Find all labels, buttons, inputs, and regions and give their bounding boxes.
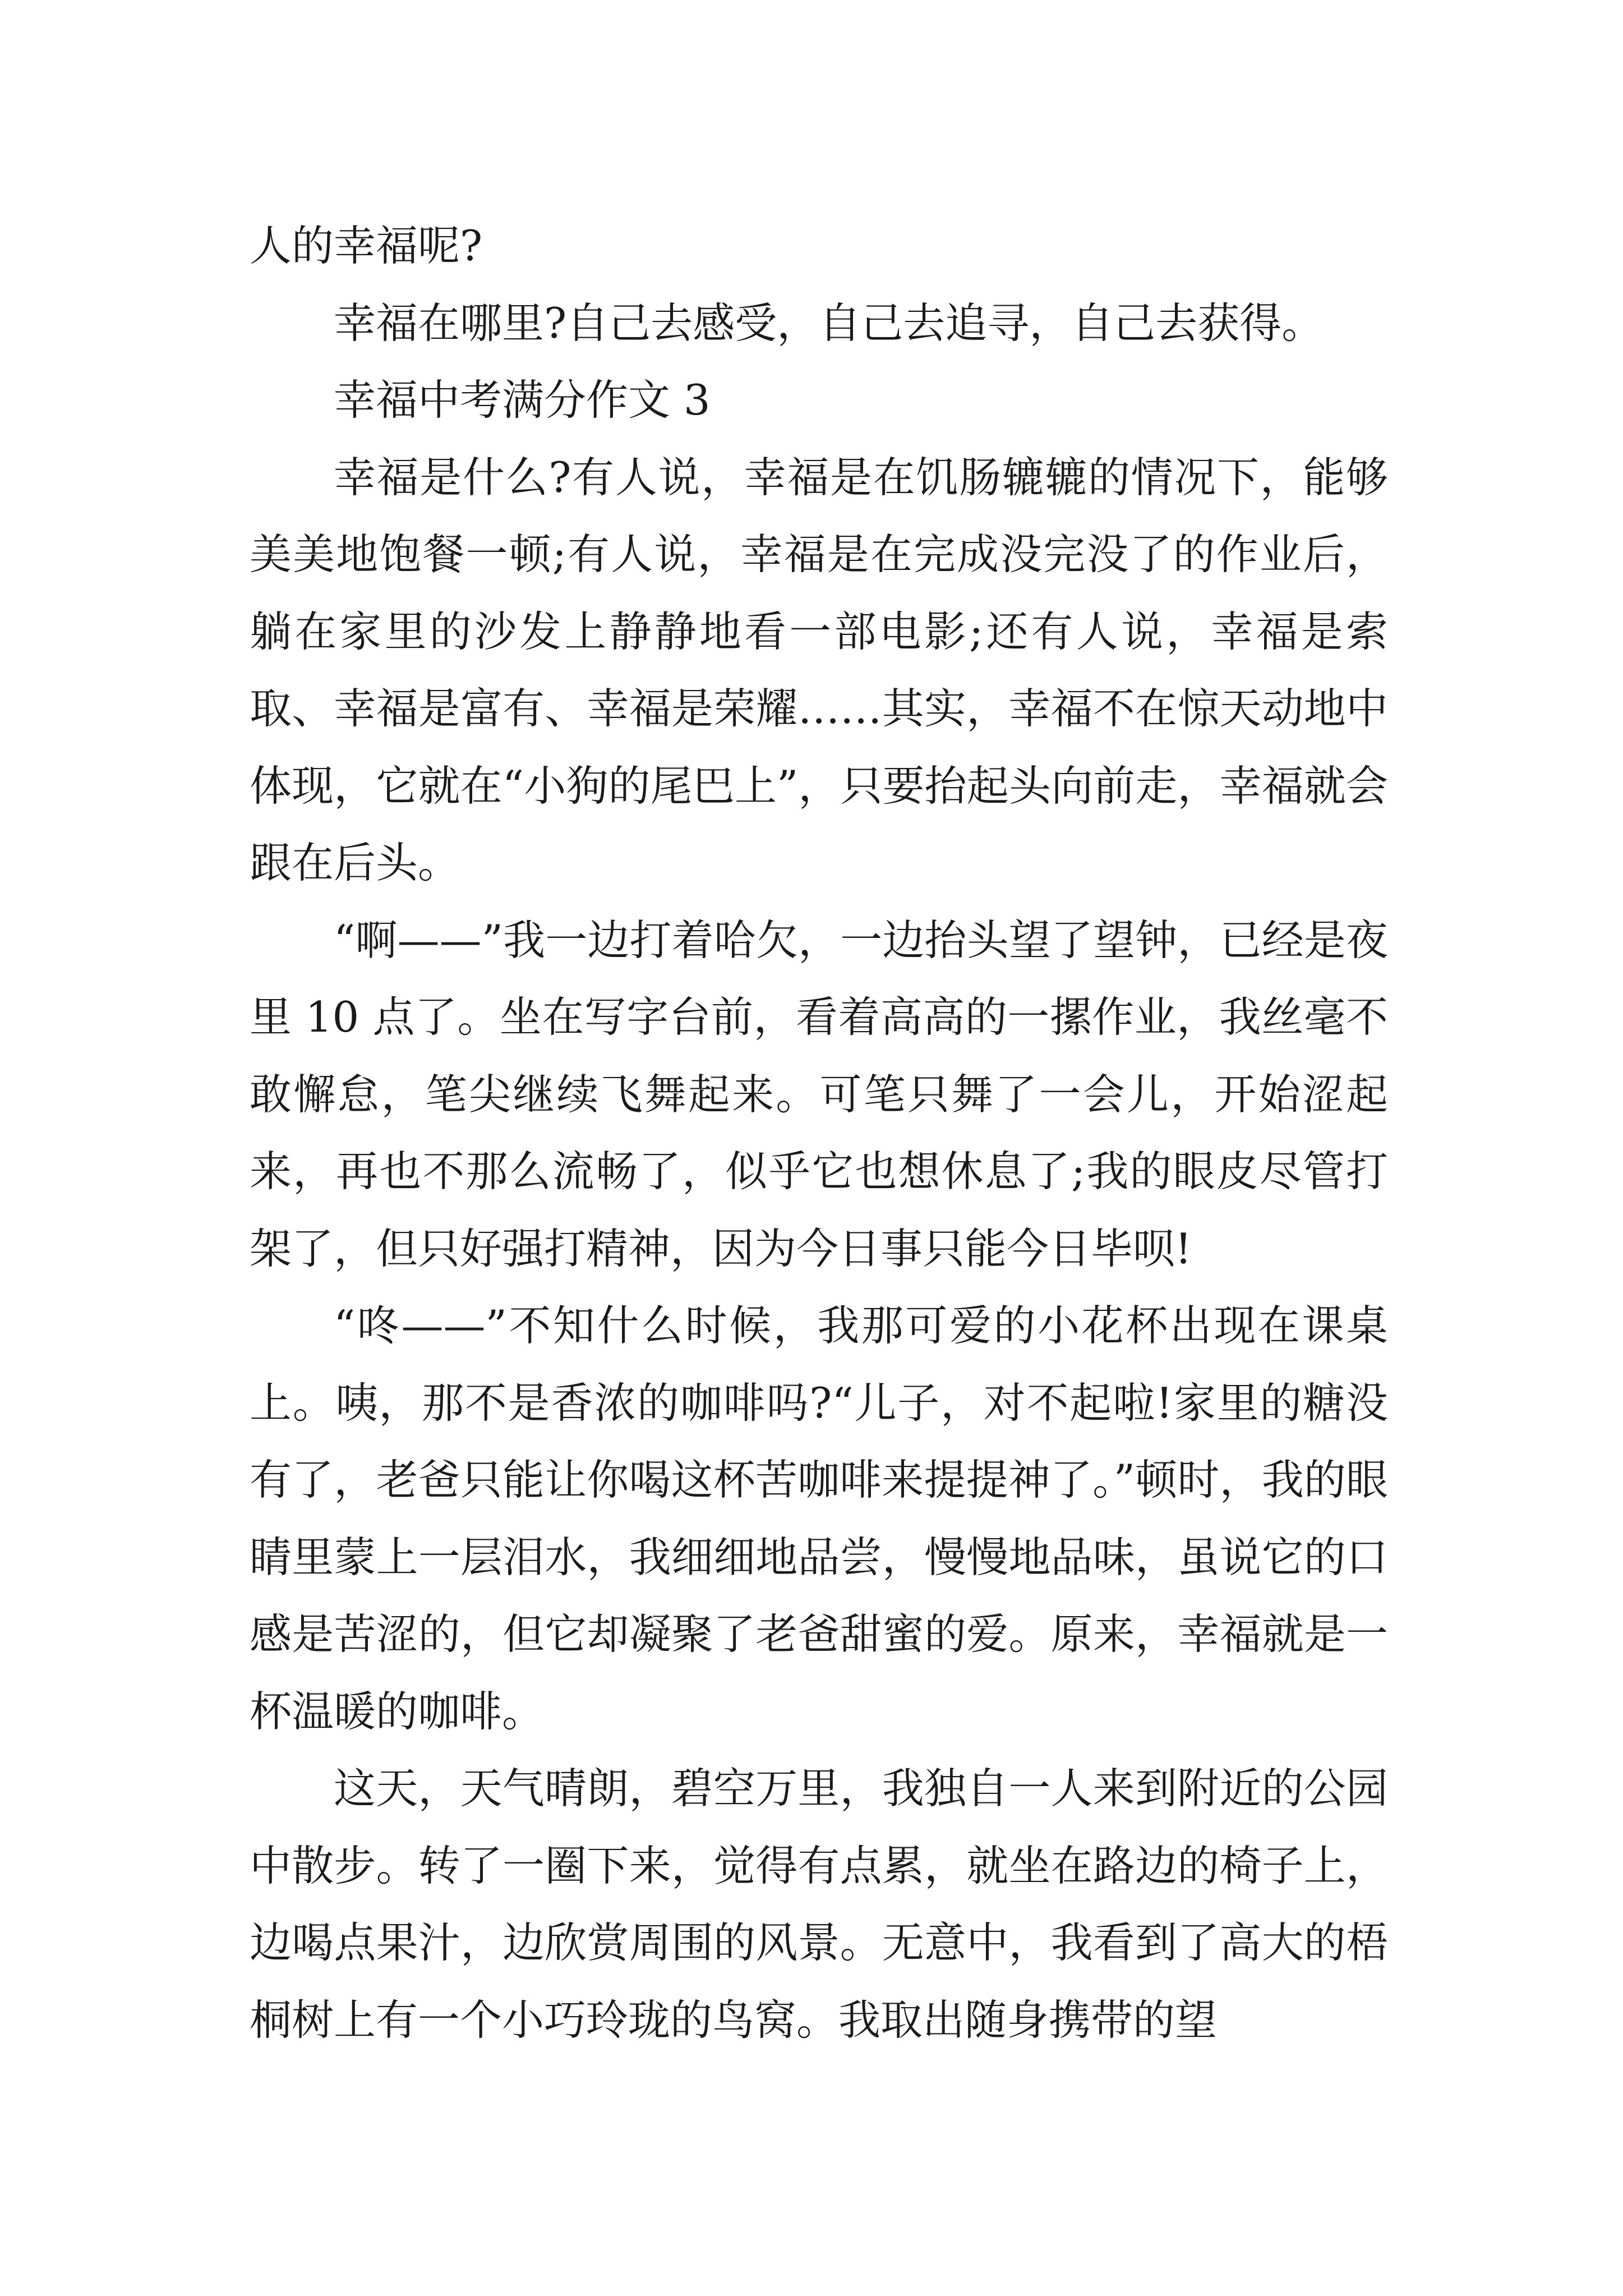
paragraph: 人的幸福呢? <box>250 221 483 270</box>
document-body <box>250 208 1388 2059</box>
paragraph: “啊——”我一边打着哈欠，一边抬头望了望钟，已经是夜里 10 点了。坐在写字台前，看着高高的一摞作业，我丝毫不敢懈怠，笔尖继续飞舞起来。可笔只舞了一会儿，开始涩起来，再也不那么流畅了，似乎它也想休息了;我的眼皮尽管打架了，但只好强打精神，因为今日事只能今日毕呗! <box>250 915 1388 1273</box>
paragraph: 幸福在哪里?自己去感受，自己去追寻，自己去获得。 <box>334 298 1324 348</box>
paragraph: 这天，天气晴朗，碧空万里，我独自一人来到附近的公园中散步。转了一圈下来，觉得有点累，就坐在路边的椅子上，边喝点果汁，边欣赏周围的风景。无意中，我看到了高大的梧桐树上有一个小巧玲珑的鸟窝。我取出随身携带的望 <box>250 1764 1388 2045</box>
paragraph: “咚——”不知什么时候，我那可爱的小花杯出现在课桌上。咦，那不是香浓的咖啡吗?“儿子，对不起啦!家里的糖没有了，老爸只能让你喝这杯苦咖啡来提提神了。”顿时，我的眼睛里蒙上一层泪水，我细细地品尝，慢慢地品味，虽说它的口感是苦涩的，但它却凝聚了老爸甜蜜的爱。原来，幸福就是一杯温暖的咖啡。 <box>250 1301 1388 1736</box>
paragraph: 幸福是什么?有人说，幸福是在饥肠辘辘的情况下，能够美美地饱餐一顿;有人说，幸福是在完成没完没了的作业后，躺在家里的沙发上静静地看一部电影;还有人说，幸福是索取、幸福是富有、幸福是荣耀……其实，幸福不在惊天动地中体现，它就在“小狗的尾巴上”，只要抬起头向前走，幸福就会跟在后头。 <box>250 452 1388 887</box>
section-heading: 幸福中考满分作文 3 <box>334 375 711 425</box>
